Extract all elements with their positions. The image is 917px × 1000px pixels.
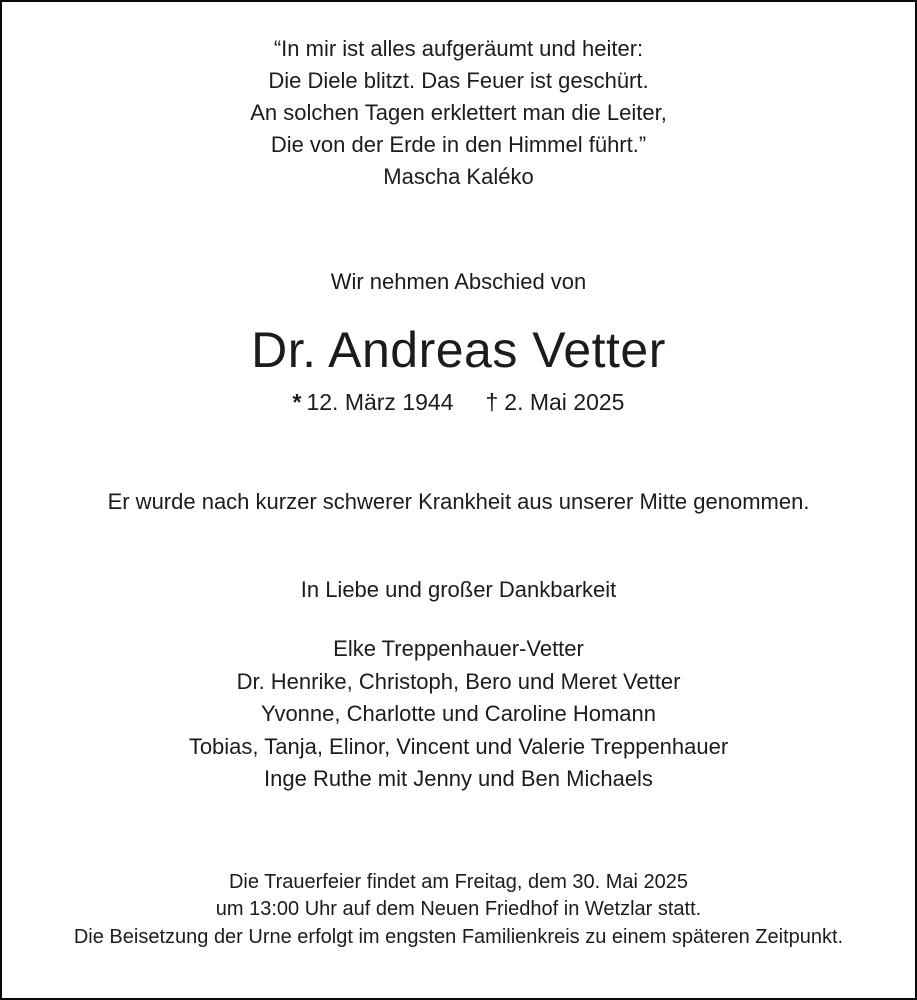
mourner-line-2: Dr. Henrike, Christoph, Bero und Meret Vetter <box>236 668 681 694</box>
funeral-line-1: Die Trauerfeier findet am Freitag, dem 30. Mai 2025 <box>228 870 689 893</box>
death-date <box>485 387 624 417</box>
deceased-name: Dr. Andreas Vetter <box>251 322 666 378</box>
life-dates <box>2 387 915 417</box>
funeral-line-2: um 13:00 Uhr auf dem Neuen Friedhof in Wetzlar statt. <box>215 898 702 920</box>
born-symbol: * <box>292 389 302 415</box>
mourner-line-4: Tobias, Tanja, Elinor, Vincent und Valerie Treppenhauer <box>188 733 729 759</box>
opening-quote <box>2 2 915 193</box>
farewell-intro: Wir nehmen Abschied von <box>330 269 587 294</box>
quote-line-2: Die Diele blitzt. Das Feuer ist geschürt. <box>268 68 649 93</box>
mourner-line-1: Elke Treppenhauer-Vetter <box>333 636 584 661</box>
died-cross-symbol: † <box>485 389 499 415</box>
quote-attribution: Mascha Kaléko <box>383 164 534 189</box>
condolence-line: Er wurde nach kurzer schwerer Krankheit aus unserer Mitte genommen. <box>107 489 810 514</box>
quote-line-1: “In mir ist alles aufgeräumt und heiter: <box>273 36 644 61</box>
quote-line-4: Die von der Erde in den Himmel führt.” <box>270 132 647 157</box>
funeral-line-3: Die Beisetzung der Urne erfolgt im engsten Familienkreis zu einem späteren Zeitpunkt. <box>73 925 844 948</box>
quote-line-3: An solchen Tagen erklettert man die Leiter, <box>250 100 667 125</box>
mourners-list <box>2 633 915 796</box>
closing-line: In Liebe und großer Dankbarkeit <box>300 577 617 602</box>
mourner-line-3: Yvonne, Charlotte und Caroline Homann <box>260 701 657 726</box>
birth-date-text: 12. März 1944 <box>306 389 454 415</box>
death-date-text: 2. Mai 2025 <box>504 389 625 415</box>
funeral-info <box>2 869 915 952</box>
mourner-line-5: Inge Ruthe mit Jenny und Ben Michaels <box>264 766 653 791</box>
birth-date <box>293 387 454 417</box>
